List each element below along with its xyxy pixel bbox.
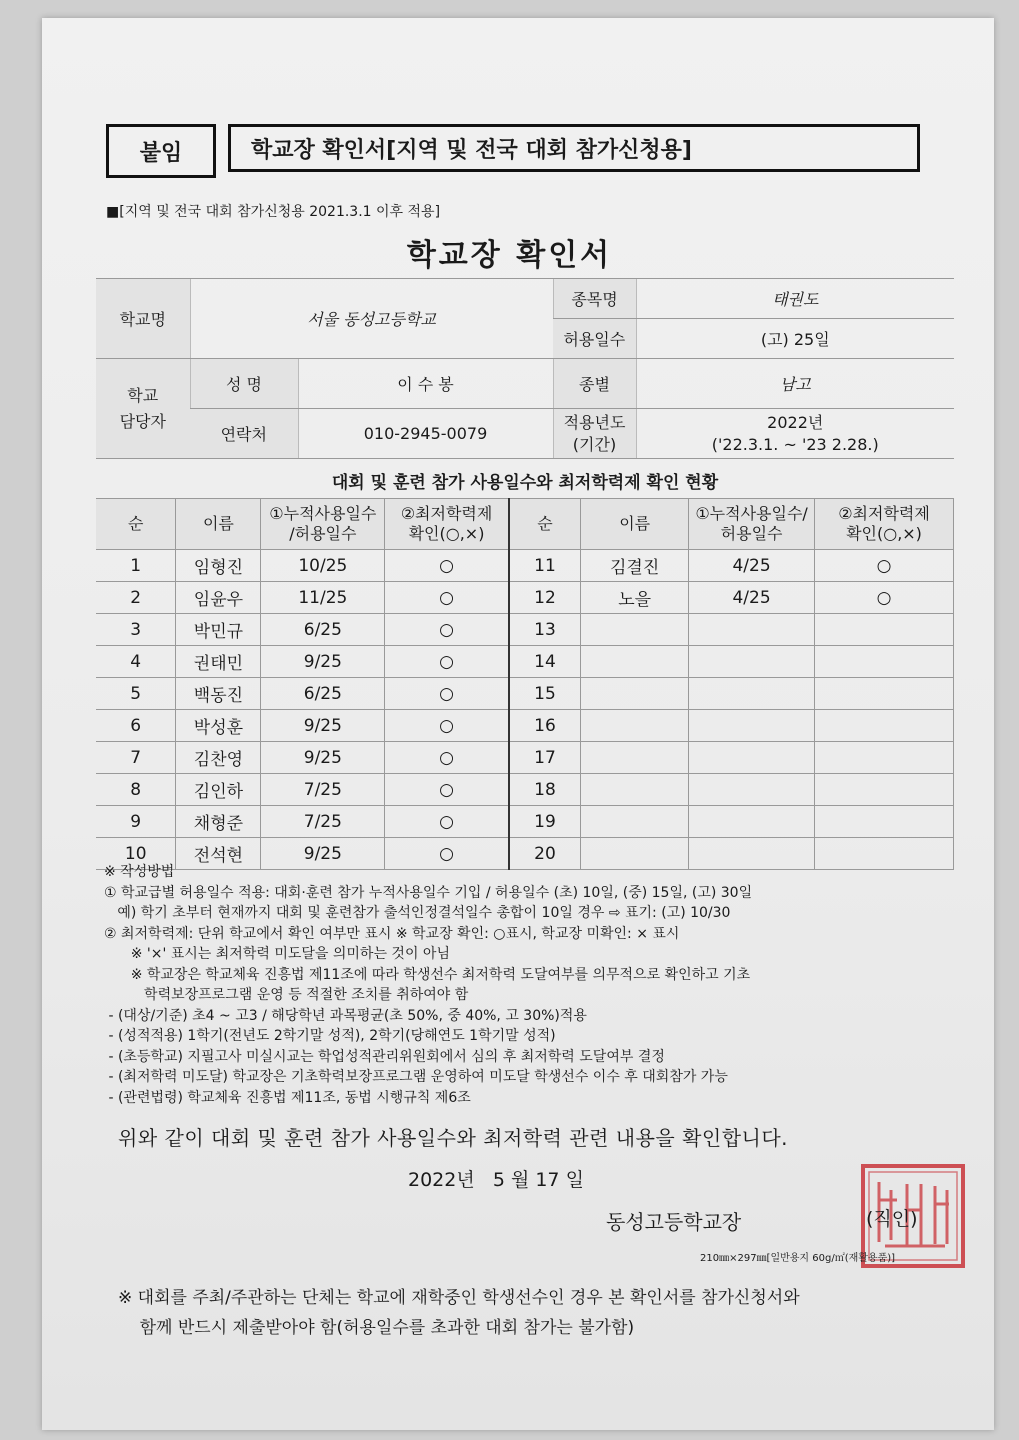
table-row [96, 774, 954, 806]
note-line: ※ '×' 표시는 최저학력 미도달을 의미하는 것이 아님 [104, 946, 450, 962]
student-academic-check: ○ [385, 614, 509, 646]
row-num: 5 [96, 678, 176, 710]
row-num: 1 [96, 550, 176, 582]
student-days: 4/25 [689, 550, 815, 582]
student-academic-check: ○ [385, 774, 509, 806]
student-days: 9/25 [261, 710, 385, 742]
student-name [581, 806, 689, 838]
writing-notes [104, 862, 964, 1108]
header-days-right [689, 499, 815, 550]
student-days: 7/25 [261, 774, 385, 806]
row-num: 11 [509, 550, 581, 582]
contact-value: 010-2945-0079 [298, 409, 553, 459]
student-academic-check [815, 646, 954, 678]
student-days: 9/25 [261, 838, 385, 870]
note-line: - (최저학력 미도달) 학교장은 기초학력보장프로그램 운영하여 미도달 학생선수 이수 후 대회참가 가능 [104, 1069, 728, 1085]
table-row [96, 550, 954, 582]
student-days: 6/25 [261, 678, 385, 710]
student-name: 권태민 [176, 646, 261, 678]
student-academic-check: ○ [385, 806, 509, 838]
student-days [689, 742, 815, 774]
table-row [96, 806, 954, 838]
year-label-text: 적용년도 [563, 412, 626, 432]
confirm-statement: 위와 같이 대회 및 훈련 참가 사용일수와 최저학력 관련 내용을 확인합니다. [118, 1126, 789, 1150]
student-academic-check [815, 678, 954, 710]
row-num: 20 [509, 838, 581, 870]
note-line: - (관련법령) 학교체육 진흥법 제11조, 동법 시행규칙 제6조 [104, 1089, 471, 1106]
student-days: 7/25 [261, 806, 385, 838]
student-name: 김인하 [176, 774, 261, 806]
student-name [581, 742, 689, 774]
contact-label: 연락처 [190, 409, 298, 459]
student-name [581, 710, 689, 742]
student-academic-check: ○ [815, 550, 954, 582]
student-days: 6/25 [261, 614, 385, 646]
student-academic-check: ○ [385, 582, 509, 614]
header-academic-right-line2: 확인(○,×) [846, 524, 922, 543]
student-academic-check [815, 774, 954, 806]
note-line: 예) 학기 초부터 현재까지 대회 및 훈련참가 출석인정결석일수 총합이 10일 경우 ⇨ 표기: (고) 10/30 [104, 905, 731, 921]
student-table [96, 498, 954, 870]
student-academic-check: ○ [385, 678, 509, 710]
event-value: 태권도 [636, 279, 954, 319]
header-days-right-line1: ①누적사용일수/ [695, 504, 808, 523]
manager-label: 학교 담당자 [96, 359, 190, 459]
gender-value: 남고 [636, 359, 954, 409]
table-row [96, 646, 954, 678]
row-num: 8 [96, 774, 176, 806]
year-label [553, 409, 636, 459]
student-days [689, 710, 815, 742]
row-num: 7 [96, 742, 176, 774]
student-name: 임형진 [176, 550, 261, 582]
row-num: 12 [509, 582, 581, 614]
section-title: 대회 및 훈련 참가 사용일수와 최저학력제 확인 현황 [331, 473, 719, 493]
year-value-text: 2022년 [767, 412, 824, 432]
student-academic-check [815, 614, 954, 646]
student-days [689, 678, 815, 710]
header-academic-line2: 확인(○,×) [408, 524, 485, 543]
year-label-sub: (기간) [572, 434, 617, 454]
name-label: 성 명 [190, 359, 298, 409]
student-days: 4/25 [689, 582, 815, 614]
event-label: 종목명 [553, 279, 636, 319]
table-row [96, 678, 954, 710]
header-title: 학교장 확인서[지역 및 전국 대회 참가신청용] [228, 124, 920, 172]
student-days: 11/25 [261, 582, 385, 614]
header-academic [385, 499, 509, 550]
header-num-right: 순 [509, 499, 581, 550]
header-name: 이름 [176, 499, 261, 550]
note-line: - (대상/기준) 초4 ~ 고3 / 해당학년 과목평균(초 50%, 중 40%, 고 30%)적용 [104, 1007, 587, 1024]
school-label: 학교명 [96, 279, 190, 359]
header-days-right-line2: 허용일수 [720, 524, 783, 543]
row-num: 9 [96, 806, 176, 838]
footer-note [118, 1283, 978, 1343]
student-academic-check: ○ [385, 742, 509, 774]
student-name: 노을 [581, 582, 689, 614]
allowed-value: (고) 25일 [636, 319, 954, 359]
student-days: 9/25 [261, 646, 385, 678]
note-line: - (초등학교) 지필고사 미실시교는 학업성적관리위원회에서 심의 후 최저학력 도달여부 결정 [104, 1048, 665, 1065]
row-num: 2 [96, 582, 176, 614]
table-header-row [96, 499, 954, 550]
student-days: 9/25 [261, 742, 385, 774]
student-academic-check: ○ [385, 710, 509, 742]
row-num: 4 [96, 646, 176, 678]
student-academic-check: ○ [385, 646, 509, 678]
student-academic-check [815, 710, 954, 742]
table-row [96, 582, 954, 614]
document-title: 학교장 확인서 [406, 238, 613, 273]
header-name-right: 이름 [581, 499, 689, 550]
table-row [96, 614, 954, 646]
header-num: 순 [96, 499, 176, 550]
row-num: 16 [509, 710, 581, 742]
student-name: 임윤우 [176, 582, 261, 614]
student-days [689, 614, 815, 646]
gender-label: 종별 [553, 359, 636, 409]
header-academic-right-line1: ②최저학력제 [838, 504, 930, 523]
header-days [261, 499, 385, 550]
row-num: 13 [509, 614, 581, 646]
student-name [581, 614, 689, 646]
note-line: - (성적적용) 1학기(전년도 2학기말 성적), 2학기(당해연도 1학기말 성적) [104, 1028, 556, 1044]
student-days [689, 646, 815, 678]
row-num: 14 [509, 646, 581, 678]
student-name [581, 678, 689, 710]
student-days: 10/25 [261, 550, 385, 582]
student-academic-check: ○ [815, 582, 954, 614]
student-name [581, 646, 689, 678]
year-value [636, 409, 954, 459]
school-value: 서울 동성고등학교 [190, 279, 553, 359]
note-line: 학력보장프로그램 운영 등 적절한 조치를 취하여야 함 [104, 987, 469, 1003]
principal-name: 동성고등학교장 [606, 1210, 742, 1234]
row-num: 18 [509, 774, 581, 806]
info-table [96, 278, 954, 459]
student-academic-check: ○ [385, 838, 509, 870]
row-num: 3 [96, 614, 176, 646]
student-name: 채형준 [176, 806, 261, 838]
subheader: ■[지역 및 전국 대회 참가신청용 2021.3.1 이후 적용] [106, 204, 441, 220]
student-academic-check [815, 806, 954, 838]
seal-label: (직인) [866, 1208, 918, 1230]
paper-spec: 210㎜×297㎜[일반용지 60g/㎡(재활용품)] [700, 1253, 896, 1264]
note-line: ※ 학교장은 학교체육 진흥법 제11조에 따라 학생선수 최저학력 도달여부를 의무적으로 확인하고 기초 [104, 966, 751, 983]
footer-line: 함께 반드시 제출받아야 함(허용일수를 초과한 대회 참가는 불가함) [118, 1318, 635, 1338]
name-value: 이 수 봉 [298, 359, 553, 409]
row-num: 19 [509, 806, 581, 838]
row-num: 6 [96, 710, 176, 742]
row-num: 15 [509, 678, 581, 710]
year-period: ('22.3.1. ~ '23 2.28.) [711, 434, 879, 454]
student-name: 박민규 [176, 614, 261, 646]
note-line: ② 최저학력제: 단위 학교에서 확인 여부만 표시 ※ 학교장 확인: ○표시, 학교장 미확인: × 표시 [104, 925, 680, 942]
student-name: 박성훈 [176, 710, 261, 742]
student-days [689, 806, 815, 838]
student-name: 전석현 [176, 838, 261, 870]
note-line: ※ 작성방법 [104, 864, 175, 880]
student-academic-check [815, 742, 954, 774]
issue-date: 2022년 5 월 17 일 [408, 1169, 584, 1191]
footer-line: ※ 대회를 주최/주관하는 단체는 학교에 재학중인 학생선수인 경우 본 확인서를 참가신청서와 [118, 1288, 800, 1308]
allowed-label: 허용일수 [553, 319, 636, 359]
table-row [96, 710, 954, 742]
student-academic-check: ○ [385, 550, 509, 582]
header-days-line1: ①누적사용일수 [269, 504, 377, 523]
row-num: 10 [96, 838, 176, 870]
row-num: 17 [509, 742, 581, 774]
header-academic-line1: ②최저학력제 [400, 504, 493, 523]
student-name: 백동진 [176, 678, 261, 710]
student-days [689, 774, 815, 806]
table-row [96, 742, 954, 774]
student-name: 김찬영 [176, 742, 261, 774]
header-academic-right [815, 499, 954, 550]
attachment-label: 붙임 [106, 124, 216, 178]
header-days-line2: /허용일수 [289, 524, 357, 543]
student-name: 김결진 [581, 550, 689, 582]
student-name [581, 774, 689, 806]
note-line: ① 학교급별 허용일수 적용: 대회·훈련 참가 누적사용일수 기입 / 허용일수 (초) 10일, (중) 15일, (고) 30일 [104, 884, 753, 901]
